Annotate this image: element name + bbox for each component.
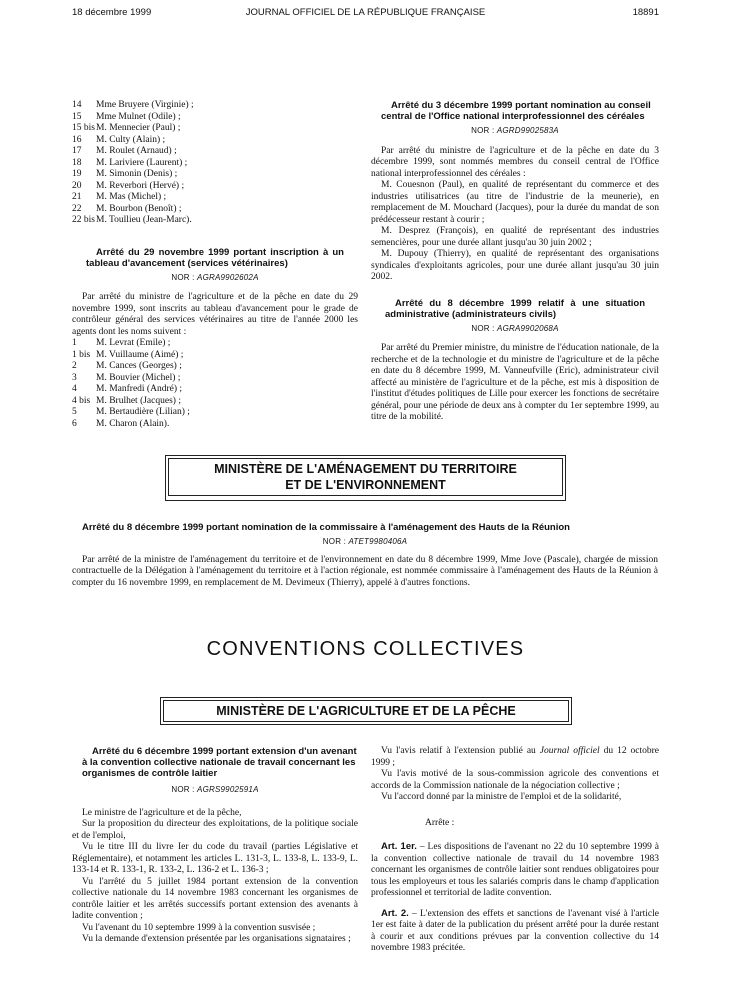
arrete-29nov-title: Arrêté du 29 novembre 1999 portant inscription à un tableau d'avancement (services vétérinaires) <box>86 246 344 269</box>
page-header <box>0 7 731 21</box>
ministere-amenagement-box <box>165 455 566 501</box>
arrete-6dec-p3: Vu le titre III du livre Ier du code du travail (parties Législative et Réglementaire), et notamment les articles L. 131-3, L. 133-8, L. 133-9, L. 133-14 et R. 133-1, R. 133-2, L. 136-2 et L. 136-3 ; <box>72 842 358 875</box>
right-column-bottom <box>371 746 659 955</box>
arrete-reunion-title: Arrêté du 8 décembre 1999 portant nomination de la commissaire à l'aménagement des Hauts de la Réunion <box>82 522 570 533</box>
ministere-amenagement-line2: ET DE L'ENVIRONNEMENT <box>285 478 446 492</box>
arrete-6dec-r1: Vu l'avis relatif à l'extension publié au Journal officiel du 12 octobre 1999 ; <box>371 746 660 768</box>
arrete-6dec-nor: NOR : AGRS9902591A <box>171 785 259 794</box>
arrete-8dec-admin-title: Arrêté du 8 décembre 1999 relatif à une situation administrative (administrateurs civils) <box>385 297 645 320</box>
conventions-collectives-heading: CONVENTIONS COLLECTIVES <box>206 638 525 660</box>
left-column-top <box>72 100 358 430</box>
arrete-reunion <box>72 522 658 589</box>
list-item: 19 M. Simonin (Denis) ; <box>72 169 178 179</box>
list-item: 15 Mme Mulnet (Odile) ; <box>72 111 181 122</box>
list-item: 20 M. Reverbori (Hervé) ; <box>72 180 185 191</box>
list-item: 3 M. Bouvier (Michel) ; <box>72 372 181 383</box>
arrete-6dec-art2: Art. 2. – L'extension des effets et sanctions de l'avenant visé à l'article 1er est faite à dater de la publication du présent arrêté pour la durée restant à courir et aux conditions prévues par la convention collective du 14 novembre 1983 précitée. <box>371 907 660 953</box>
arrete-6dec-title: Arrêté du 6 décembre 1999 portant extension d'un avenant à la convention collective nationale de travail concernant les organismes de contrôle laitier <box>82 746 357 779</box>
arrete-6dec-r3: Vu l'accord donné par la ministre de l'emploi et de la solidarité, <box>381 792 622 802</box>
arrete-3dec-nor: NOR : AGRD9902583A <box>471 126 559 135</box>
list-item: 17 M. Roulet (Arnaud) ; <box>72 146 177 156</box>
arrete-6dec-p5: Vu l'avenant du 10 septembre 1999 à la convention susvisée ; <box>82 922 316 933</box>
arrete-6dec-p2: Sur la proposition du directeur des exploitations, de la politique sociale et de l'emploi, <box>72 819 358 841</box>
arrete-6dec-p4: Vu l'arrêté du 5 juillet 1984 portant extension de la convention collective nationale du 14 novembre 1983 concernant les organismes de contrôle laitier et les arrêtés successifs portant extension des avenants à ladite convention ; <box>72 876 358 921</box>
arrete-3dec-title: Arrêté du 3 décembre 1999 portant nomination au conseil central de l'Office national interprofessionnel des céréales <box>381 100 651 122</box>
list-item: 2 M. Cances (Georges) ; <box>72 361 182 371</box>
arrete-6dec-arrete: Arrête : <box>425 817 455 828</box>
list-item: 4 bis M. Brulhet (Jacques) ; <box>72 395 181 406</box>
arrete-29nov-nor: NOR : AGRA9902602A <box>171 272 259 282</box>
list-item: 5 M. Bertaudière (Lilian) ; <box>72 407 190 417</box>
ministere-agriculture-box <box>160 697 572 725</box>
header-journal: JOURNAL OFFICIEL DE LA RÉPUBLIQUE FRANÇAISE <box>245 7 486 18</box>
arrete-reunion-body: Par arrêté de la ministre de l'aménagement du territoire et de l'environnement en date du 8 décembre 1999, Mme Jove (Pascale), chargée de mission contractuelle de la Délégation à l'aménagement du territoire et à l'action régionale, est nommée commissaire à l'aménagement des Hauts de la Réunion à compter du 16 novembre 1999, en remplacement de M. Devimeux (Thierry), appelé à d'autres fonctions. <box>72 554 658 588</box>
arrete-6dec-r2: Vu l'avis motivé de la sous-commission agricole des conventions et accords de la Commission nationale de la négociation collective ; <box>371 769 659 791</box>
arrete-8dec-admin-body: Par arrêté du Premier ministre, du ministre de l'éducation nationale, de la recherche et de la technologie et du ministre de l'agriculture et de la pêche en date du 8 décembre 1999, M. Vanneufville (Eric), administrateur civil affecté au ministère de l'agriculture et de la pêche, est mis à disposition de l'institut d'études politiques de Lille pour exercer les fonctions de secrétaire général, pour une période de deux ans à compter du 1er septembre 1999, au titre de la mobilité. <box>371 343 659 422</box>
list-item: 6 M. Charon (Alain). <box>72 418 170 429</box>
list-item: 1 M. Levrat (Emile) ; <box>72 338 171 348</box>
left-column-bottom <box>72 746 358 946</box>
list-item: 1 bis M. Vuillaume (Aimé) ; <box>72 349 184 360</box>
ministere-agriculture-label: MINISTÈRE DE L'AGRICULTURE ET DE LA PÊCHE <box>163 700 569 722</box>
arrete-3dec-p4: M. Dupouy (Thierry), en qualité de représentant des organisations syndicales d'exploitants agricoles, pour une durée allant jusqu'au 30 juin 2002. <box>371 249 659 282</box>
list-item: 16 M. Culty (Alain) ; <box>72 134 166 145</box>
list-item: 22 bisM. Toullieu (Jean-Marc). <box>72 215 192 225</box>
arrete-3dec-p3: M. Desprez (François), en qualité de représentant des industries semencières, pour une durée allant jusqu'au 30 juin 2002 ; <box>371 226 659 248</box>
names-list-top <box>72 100 358 227</box>
ministere-amenagement-line1: MINISTÈRE DE L'AMÉNAGEMENT DU TERRITOIRE <box>214 462 517 476</box>
arrete-8dec-admin-nor: NOR : AGRA9902068A <box>471 323 559 333</box>
list-item: 14 Mme Bruyere (Virginie) ; <box>72 100 194 110</box>
arrete-6dec-art1: Art. 1er. – Les dispositions de l'avenant no 22 du 10 septembre 1999 à la convention collective nationale de travail du 14 novembre 1983 concernant les organismes de contrôle laitier sont rendues obligatoires pour tous les employeurs et tous les salariés compris dans le champ d'application professionnel et territorial de ladite convention. <box>371 841 660 898</box>
list-item: 4 M. Manfredi (André) ; <box>72 384 183 394</box>
names-list-29nov <box>72 338 358 430</box>
arrete-6dec-p1: Le ministre de l'agriculture et de la pêche, <box>82 807 242 818</box>
header-date: 18 décembre 1999 <box>72 7 152 18</box>
list-item: 18 M. Lariviere (Laurent) ; <box>72 157 188 168</box>
header-page-number: 18891 <box>632 7 659 18</box>
arrete-3dec-p2: M. Couesnon (Paul), en qualité de représentant du commerce et des industries utilisatrices (au titre de l'industrie de la meunerie), en remplacement de M. Mouchard (Jacques), pour la durée du mandat de son prédécesseur restant à courir ; <box>371 180 659 225</box>
arrete-6dec-p6: Vu la demande d'extension présentée par les organisations signataires ; <box>82 934 351 944</box>
arrete-29nov-body: Par arrêté du ministre de l'agriculture et de la pêche en date du 29 novembre 1999, sont inscrits au tableau d'avancement pour le grade de contrôleur général des services vétérinaires au titre de l'année 2000 les agents dont les noms suivent : <box>72 292 358 337</box>
arrete-reunion-nor: NOR : ATET9980406A <box>322 537 408 546</box>
list-item: 15 bisM. Mennecier (Paul) ; <box>72 123 181 133</box>
list-item: 22 M. Bourbon (Benoît) ; <box>72 203 182 214</box>
list-item: 21 M. Mas (Michel) ; <box>72 192 167 202</box>
arrete-3dec-p1: Par arrêté du ministre de l'agriculture et de la pêche en date du 3 décembre 1999, sont nommés membres du conseil central de l'Office national interprofessionnel des céréales : <box>371 145 659 179</box>
right-column-top <box>371 100 659 424</box>
